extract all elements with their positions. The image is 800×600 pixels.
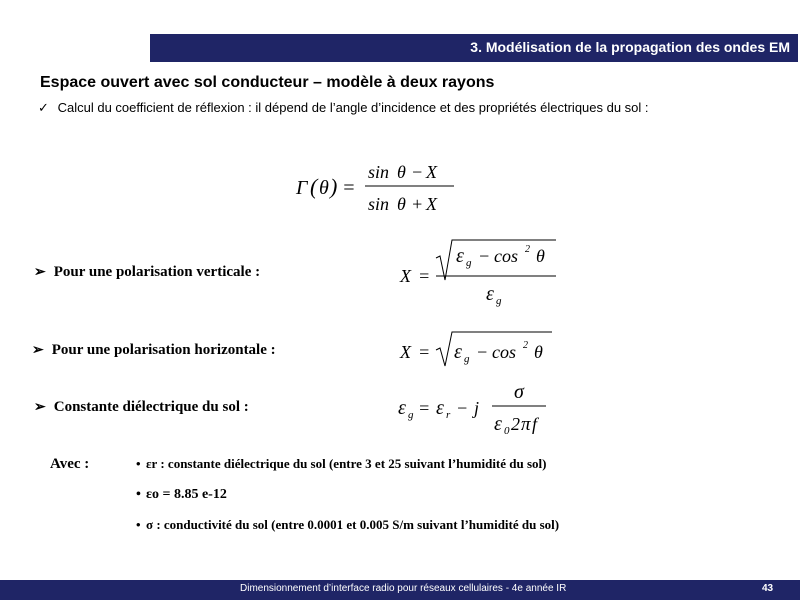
vertical-polarisation-item [34,264,260,281]
arrow-bullet-icon: ➢ [32,343,44,358]
svg-text:−: − [476,342,489,362]
avec-label: Avec : [50,456,90,472]
bullet-item [136,456,547,472]
svg-text:sin: sin [368,194,390,214]
svg-text:ε: ε [436,397,444,419]
svg-text:θ: θ [397,162,406,182]
svg-text:sin: sin [368,162,390,182]
svg-text:X: X [400,266,411,286]
bullet-dot-icon: • [136,487,141,502]
svg-text:+: + [411,194,424,214]
dielectric-constant-formula [396,378,566,442]
arrow-bullet-icon: ➢ [34,265,46,280]
svg-text:ε: ε [454,341,462,363]
svg-text:−: − [411,162,424,182]
svg-text:=: = [342,177,356,199]
vertical-polarisation-label: Pour une polarisation verticale : [53,264,261,280]
svg-text:): ) [330,174,338,199]
svg-text:θ: θ [534,342,543,362]
bullet-item [136,517,559,533]
svg-text:0: 0 [504,425,510,437]
svg-text:ε: ε [398,397,406,419]
svg-text:Γ: Γ [296,177,308,199]
checkmark-icon: ✓ [38,100,49,115]
svg-text:θ: θ [397,194,406,214]
svg-text:−: − [478,246,491,266]
reflection-coefficient-formula [290,152,470,222]
svg-text:ε: ε [456,245,464,267]
svg-text:2: 2 [523,340,528,351]
svg-text:2: 2 [525,244,530,255]
svg-text:(: ( [310,174,318,199]
svg-text:π: π [521,414,531,435]
header-title: 3. Modélisation de la propagation des ondes EM [470,39,790,55]
svg-text:g: g [466,257,472,269]
bullet-dot-icon: • [136,517,141,532]
svg-text:r: r [446,409,451,421]
svg-text:σ: σ [514,381,524,403]
bullet-text: εr : constante diélectrique du sol (entre 3 et 25 suivant l’humidité du sol) [146,456,547,471]
bullet-text: εo = 8.85 e-12 [146,487,227,502]
svg-text:X: X [400,342,411,362]
bullet-text: σ : conductivité du sol (entre 0.0001 et 0.005 S/m suivant l’humidité du sol) [146,517,560,532]
svg-text:θ: θ [319,177,329,199]
svg-text:=: = [418,266,431,286]
svg-text:g: g [496,295,502,307]
horizontal-polarisation-item [32,342,276,359]
svg-text:cos: cos [492,342,516,362]
svg-text:θ: θ [536,246,545,266]
svg-text:=: = [418,398,431,418]
horizontal-polarisation-formula [398,328,568,372]
svg-text:2: 2 [511,414,520,434]
bullet-dot-icon: • [136,456,141,471]
svg-text:−: − [456,398,469,418]
svg-text:ε: ε [494,413,502,435]
svg-text:cos: cos [494,246,518,266]
dielectric-constant-label: Constante diélectrique du sol : [53,399,249,415]
svg-text:f: f [532,414,538,434]
svg-text:X: X [426,194,437,214]
svg-text:X: X [426,162,437,182]
svg-text:j: j [474,398,480,418]
svg-text:ε: ε [486,283,494,305]
header-bar [150,34,798,62]
bullet-item [136,487,227,503]
svg-text:=: = [418,342,431,362]
arrow-bullet-icon: ➢ [34,400,46,415]
section-title: Espace ouvert avec sol conducteur – modèle à deux rayons [40,74,495,91]
dielectric-constant-item [34,399,249,416]
horizontal-polarisation-label: Pour une polarisation horizontale : [51,342,276,358]
subtitle-text: Calcul du coefficient de réflexion : il dépend de l’angle d’incidence et des propriétés électriques du sol : [57,100,649,115]
vertical-polarisation-formula [398,236,568,312]
svg-text:g: g [408,409,414,421]
footer-bar [0,580,800,600]
subtitle-line [38,100,649,116]
page-number: 43 [762,583,774,594]
footer-text: Dimensionnement d’interface radio pour réseaux cellulaires - 4e année IR [240,583,567,594]
svg-text:g: g [464,353,470,365]
